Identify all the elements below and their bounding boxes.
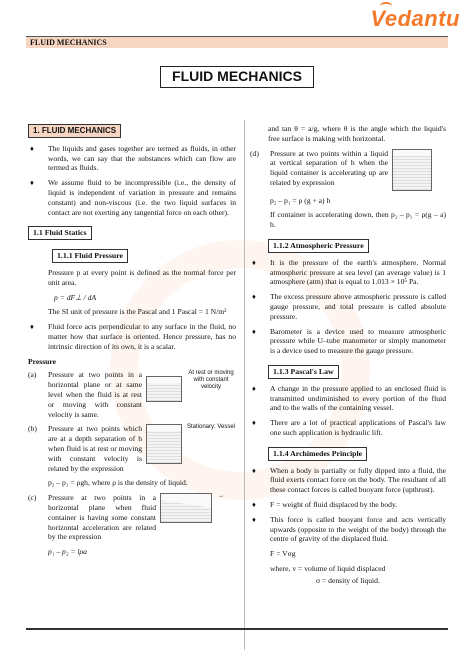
si-unit-text: The SI unit of pressure is the Pascal and 1 Pascal = 1 N/m² xyxy=(48,307,227,317)
column-divider xyxy=(244,120,245,650)
pressure-heading: Pressure xyxy=(28,356,56,366)
subsection-heading-1-1-1: 1.1.1 Fluid Pressure xyxy=(52,249,128,263)
list-item: (b) Pressure at two points which are at a depth separation of h when fluid is at rest or moving with constant velocity is related by the expression Stationary: Vessel xyxy=(28,424,236,473)
section-heading-1-1: 1.1 Fluid Statics xyxy=(28,226,92,240)
subsection-heading-1-1-2: 1.1.2 Atmospheric Pressure xyxy=(268,239,369,253)
bullet-icon: ♦ xyxy=(30,178,34,188)
bullet-icon: ♦ xyxy=(30,322,34,332)
header-bar xyxy=(26,36,448,48)
list-item: (c) Pressure at two points in a horizontal plane when fluid container is having some constant horizontal acceleration are related by the expression → xyxy=(28,493,224,542)
list-item: ♦ F = weight of fluid displaced by the body. xyxy=(252,499,398,509)
density-text: σ = density of liquid. xyxy=(316,575,380,585)
list-item: (d) Pressure at two points within a liquid at vertical separation of h when the liquid container is accelerating up are related by expression xyxy=(250,149,446,191)
list-item: ♦ This force is called buoyant force and acts vertically upwards (opposite to the weight of the body) through the centre of gravity of the displaced fluid. xyxy=(252,514,446,544)
accelerating-down-text: If container is accelerating down, then p₂ – p₁ = ρ(g – a) h. xyxy=(270,210,446,230)
list-item: ♦ A change in the pressure applied to an enclosed fluid is transmitted undiminished to every portion of the fluid and to the walls of the containing vessel. xyxy=(252,383,446,413)
bullet-icon: ♦ xyxy=(252,418,256,428)
header-label: FLUID MECHANICS xyxy=(30,38,107,47)
vedantu-logo: Vedantu xyxy=(370,6,460,31)
list-item: ♦ We assume fluid to be incompressible (i.e., the density of liquid is independent of variation in pressure and remains constant) and non-viscous (i.e. the two liquid surfaces in contact are not exerting any tangential force on each other). xyxy=(30,178,236,217)
pressure-definition: Pressure p at every point is defined as the normal force per unit area. xyxy=(48,267,236,287)
left-column xyxy=(28,124,236,562)
subsection-heading-1-1-4: 1.1.4 Archimedes Principle xyxy=(268,447,367,461)
bullet-icon: ♦ xyxy=(252,499,256,509)
where-volume-text: where, v = volume of liquid displaced xyxy=(270,563,386,573)
bullet-icon: ♦ xyxy=(252,383,256,393)
list-item: ♦ It is the pressure of the earth's atmosphere. Normal atmospheric pressure at sea level (an average value) is 1 atmosphere (atm) that is equal to 1.013 × 10⁵ Pa. xyxy=(252,257,446,287)
bullet-icon: ♦ xyxy=(252,292,256,302)
right-column xyxy=(250,124,446,591)
bullet-icon: ♦ xyxy=(252,465,256,475)
vessel-figure-b xyxy=(146,424,182,464)
vessel-figure-a xyxy=(146,376,182,402)
list-item: ♦ The excess pressure above atmospheric pressure is called gauge pressure, and total pressure is called absolute pressure. xyxy=(252,292,446,321)
bullet-icon: ♦ xyxy=(252,257,256,267)
formula-d: p₂ – p₁ = ρ (g + a) h xyxy=(270,195,331,205)
continued-text: and tan θ = a/g, where θ is the angle which the liquid's free surface is making with horizontal. xyxy=(268,124,446,143)
page-title: FLUID MECHANICS xyxy=(160,66,314,88)
list-item: ♦ Barometer is a device used to measure atmospheric pressure while U–tube manometer or simply manometer is a device used to measure the gauge pressure. xyxy=(252,326,446,356)
bullet-icon: ♦ xyxy=(30,143,34,153)
list-item: (a) Pressure at two points in a horizontal plane or at same level when the fluid is at rest or moving with constant velocity is same. At rest or moving with constant velocity xyxy=(28,370,234,419)
list-item: ♦ Fluid force acts perpendicular to any surface in the fluid, no matter how that surface is oriented. Hence pressure, has no intrinsic direction of its own, it is a scalar. xyxy=(30,322,236,351)
formula-b: p₂ – p₁ = ρgh, where ρ is the density of liquid. xyxy=(48,478,188,488)
vessel-figure-c xyxy=(160,493,212,523)
formula-pressure: p = dF⊥ / dA xyxy=(54,292,97,302)
list-item: ♦ The liquids and gases together are termed as fluids, in other words, we can say that the substances which can flow are termed as fluids. xyxy=(30,143,236,173)
bullet-icon: ♦ xyxy=(252,514,256,524)
list-item: ♦ When a body is partially or fully dipped into a fluid, the fluid exerts contact force on the body. The resultant of all these contact forces is called buoyant force (upthrust). xyxy=(252,465,446,495)
vessel-figure-d xyxy=(392,149,432,191)
section-heading-1: 1. FLUID MECHANICS xyxy=(28,124,121,138)
bullet-icon: ♦ xyxy=(252,326,256,336)
acceleration-arrow-icon: → xyxy=(218,493,224,500)
bottom-rule xyxy=(26,628,448,630)
formula-c: p₁ – p₂ = lρa xyxy=(48,547,87,557)
formula-buoyant: F = Vσg xyxy=(270,549,296,559)
list-item: ♦ There are a lot of practical applications of Pascal's law one such application is hydraulic lift. xyxy=(252,418,446,437)
subsection-heading-1-1-3: 1.1.3 Pascal's Law xyxy=(268,365,339,379)
